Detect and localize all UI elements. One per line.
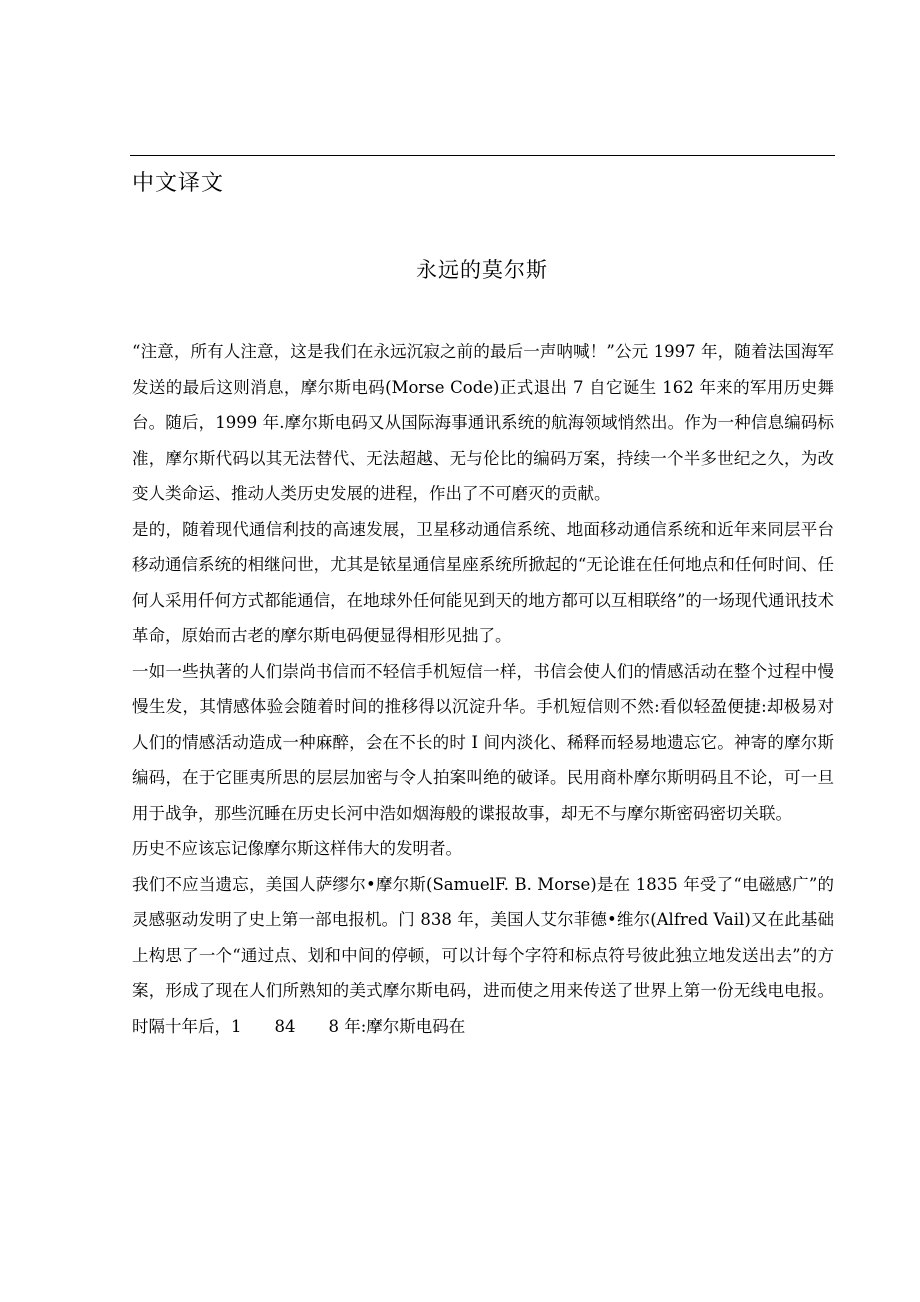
paragraph-5: 我们不应当遗忘，美国人萨缪尔•摩尔斯(SamuelF. B. Morse)是在 1835 年受了“电磁感广”的灵感驱动发明了史上第一部电报机。门 838 年，美国人艾尔菲德•维尔(Alfred Vail)又在此基础上构思了一个“通过点、划和中间的停顿，可以计每个字符和标点符号彼此独立地发送出去”的方案，形成了现在人们所熟知的美式摩尔斯电码，进而使之用来传送了世界上第一份无线电电报。时隔十年后，1 84 8 年:摩尔斯电码在 bbox=[132, 874, 834, 1036]
paragraph-4: 历史不应该忘记像摩尔斯这样伟大的发明者。 bbox=[132, 839, 462, 858]
paragraph-2: 是的，随着现代通信利技的高速发展，卫星移动通信系统、地面移动通信系统和近年来同层平台移动通信系统的相继问世，尤其是铱星通信星座系统所掀起的“无论谁在任何地点和任何时间、任何人采用仟何方式都能通信，在地球外任何能见到天的地方都可以互相联络”的一场现代通讯技术革命，原始而古老的摩尔斯电码便显得相形见拙了。 bbox=[132, 519, 834, 645]
header-rule bbox=[130, 155, 835, 156]
paragraph-3: 一如一些执著的人们崇尚书信而不轻信手机短信一样，书信会使人们的情感活动在整个过程中慢慢生发，其情感体验会随着时间的推移得以沉淀升华。手机短信则不然:看似轻盈便捷:却极易对人们的情感活动造成一种麻醉，会在不长的时 I 间内淡化、稀释而轻易地遗忘它。神寄的摩尔斯编码，在于它匪夷所思的层层加密与令人拍案叫绝的破译。民用商朴摩尔斯明码且不论，可一旦用于战争，那些沉睡在历史长河中浩如烟海般的谍报故事，却无不与摩尔斯密码密切关联。 bbox=[132, 661, 834, 823]
body-text bbox=[132, 334, 834, 1044]
section-heading: 中文译文 bbox=[132, 171, 225, 196]
paragraph-1: “注意，所有人注意，这是我们在永远沉寂之前的最后一声呐喊！”公元 1997 年，随着法国海军发送的最后这则消息，摩尔斯电码(Morse Code)正式退出 7 自它诞生 162 年来的军用历史舞台。随后，1999 年.摩尔斯电码又从国际海事通讯系统的航海领域悄然出。作为一种信息编码标准，摩尔斯代码以其无法替代、无法超越、无与伦比的编码万案，持续一个半多世纪之久，为改变人类命运、推动人类历史发展的进程，作出了不可磨灭的贡献。 bbox=[132, 342, 834, 503]
document-title: 永远的莫尔斯 bbox=[416, 258, 548, 282]
